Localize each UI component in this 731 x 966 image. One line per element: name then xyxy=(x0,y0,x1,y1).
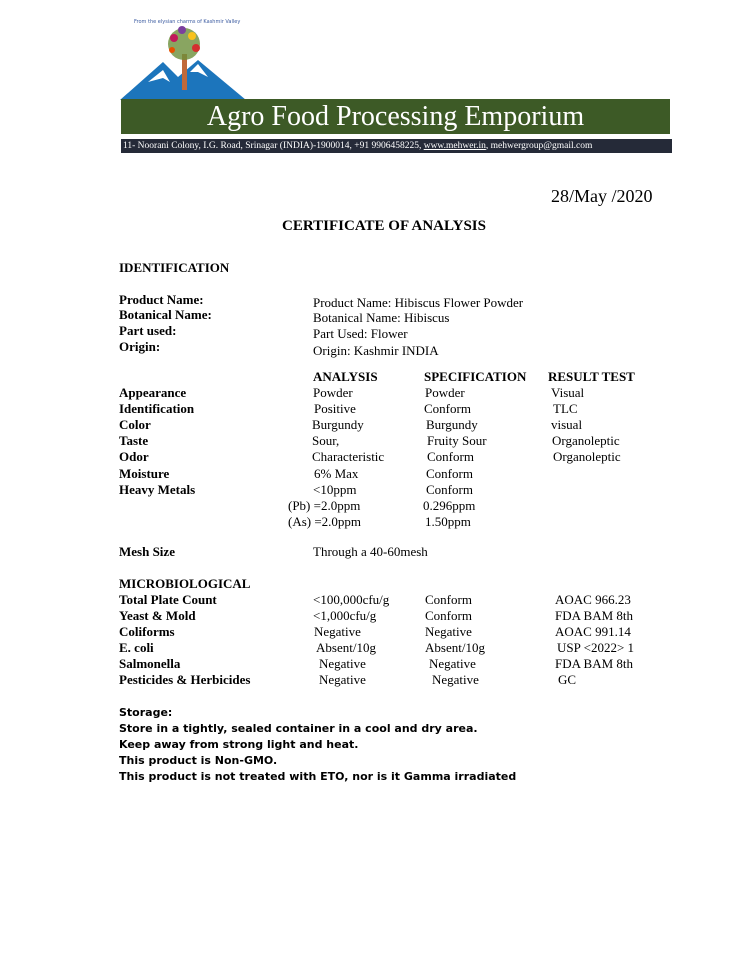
ident-label: Botanical Name: xyxy=(119,307,212,322)
analysis-row-label: Heavy Metals xyxy=(119,482,196,497)
analysis-value: Burgundy xyxy=(312,417,364,432)
analysis-row-label: Color xyxy=(119,417,151,432)
micro-row-label: Coliforms xyxy=(119,624,175,639)
ident-value: Botanical Name: Hibiscus xyxy=(313,310,450,325)
address: 11- Noorani Colony, I.G. Road, Srinagar (INDIA)-1900014, +91 9906458225, xyxy=(123,141,424,151)
storage-line: This product is Non-GMO. xyxy=(119,754,278,767)
micro-analysis-value: <1,000cfu/g xyxy=(313,608,377,623)
result-test-value: Visual xyxy=(551,385,585,400)
analysis-row-label: Moisture xyxy=(119,466,170,481)
microbiological-heading: MICROBIOLOGICAL xyxy=(119,576,251,591)
ident-label: Product Name: xyxy=(119,292,204,307)
micro-specification-value: Conform xyxy=(425,592,472,607)
result-test-value: Organoleptic xyxy=(552,433,620,448)
email: , mehwergroup@gmail.com xyxy=(485,141,593,151)
micro-row-label: Pesticides & Herbicides xyxy=(119,672,251,687)
mesh-size-value: Through a 40-60mesh xyxy=(313,544,428,559)
ident-value: Origin: Kashmir INDIA xyxy=(313,343,439,358)
micro-specification-value: Negative xyxy=(432,672,479,687)
micro-analysis-value: Negative xyxy=(319,656,366,671)
analysis-value: 6% Max xyxy=(314,466,359,481)
storage-line: This product is not treated with ETO, nor is it Gamma irradiated xyxy=(119,770,517,783)
ident-value: Product Name: Hibiscus Flower Powder xyxy=(313,295,524,310)
analysis-value: (Pb) =2.0ppm xyxy=(288,498,361,513)
ident-value: Part Used: Flower xyxy=(313,326,408,341)
micro-specification-value: Negative xyxy=(429,656,476,671)
micro-analysis-value: Negative xyxy=(314,624,361,639)
company-banner: Agro Food Processing Emporium xyxy=(121,99,670,134)
analysis-row-label: Identification xyxy=(119,401,195,416)
specification-value: 1.50ppm xyxy=(425,514,471,529)
micro-specification-value: Conform xyxy=(425,608,472,623)
date: 28/May /2020 xyxy=(551,186,653,206)
specification-value: Conform xyxy=(426,466,473,481)
analysis-value: Powder xyxy=(313,385,353,400)
analysis-value: Positive xyxy=(314,401,356,416)
micro-result-test-value: USP <2022> 1 xyxy=(557,640,635,655)
micro-row-label: Yeast & Mold xyxy=(119,608,196,623)
address-bar xyxy=(121,139,672,153)
analysis-row-label: Appearance xyxy=(119,385,187,400)
document-title: CERTIFICATE OF ANALYSIS xyxy=(282,218,486,234)
micro-analysis-value: <100,000cfu/g xyxy=(313,592,390,607)
specification-value: Conform xyxy=(427,449,474,464)
micro-result-test-value: AOAC 991.14 xyxy=(555,624,631,639)
specification-value: 0.296ppm xyxy=(423,498,476,513)
ident-label: Origin: xyxy=(119,339,161,354)
micro-result-test-value: AOAC 966.23 xyxy=(555,592,631,607)
analysis-value: Sour, xyxy=(312,433,340,448)
result-test-value: visual xyxy=(551,417,583,432)
storage-line: Keep away from strong light and heat. xyxy=(119,738,359,751)
analysis-value: (As) =2.0ppm xyxy=(288,514,362,529)
specification-value: Conform xyxy=(426,482,473,497)
ident-label: Part used: xyxy=(119,323,177,338)
analysis-column-header: SPECIFICATION xyxy=(424,369,527,384)
micro-specification-value: Absent/10g xyxy=(425,640,485,655)
tagline: From the elysian charms of Kashmir Valley xyxy=(134,19,241,25)
specification-value: Burgundy xyxy=(426,417,478,432)
specification-value: Powder xyxy=(425,385,465,400)
analysis-column-header: ANALYSIS xyxy=(313,369,378,384)
analysis-row-label: Odor xyxy=(119,449,149,464)
logo-mountain-tree-icon xyxy=(118,22,248,100)
micro-result-test-value: FDA BAM 8th xyxy=(555,656,634,671)
specification-value: Fruity Sour xyxy=(427,433,487,448)
micro-row-label: Total Plate Count xyxy=(119,592,217,607)
identification-heading: IDENTIFICATION xyxy=(119,260,230,275)
mesh-size-label: Mesh Size xyxy=(119,544,175,559)
micro-row-label: Salmonella xyxy=(119,656,181,671)
analysis-value: <10ppm xyxy=(313,482,357,497)
micro-analysis-value: Negative xyxy=(319,672,366,687)
micro-result-test-value: FDA BAM 8th xyxy=(555,608,634,623)
micro-row-label: E. coli xyxy=(119,640,154,655)
result-test-value: Organoleptic xyxy=(553,449,621,464)
analysis-value: Characteristic xyxy=(312,449,385,464)
storage-line: Store in a tightly, sealed container in a cool and dry area. xyxy=(119,722,478,735)
storage-heading: Storage: xyxy=(119,706,173,719)
specification-value: Conform xyxy=(424,401,471,416)
analysis-column-header: RESULT TEST xyxy=(548,369,635,384)
website-link[interactable]: www.mehwer.in xyxy=(423,141,486,151)
result-test-value: TLC xyxy=(553,401,578,416)
micro-specification-value: Negative xyxy=(425,624,472,639)
analysis-row-label: Taste xyxy=(119,433,149,448)
micro-analysis-value: Absent/10g xyxy=(316,640,376,655)
micro-result-test-value: GC xyxy=(558,672,577,687)
